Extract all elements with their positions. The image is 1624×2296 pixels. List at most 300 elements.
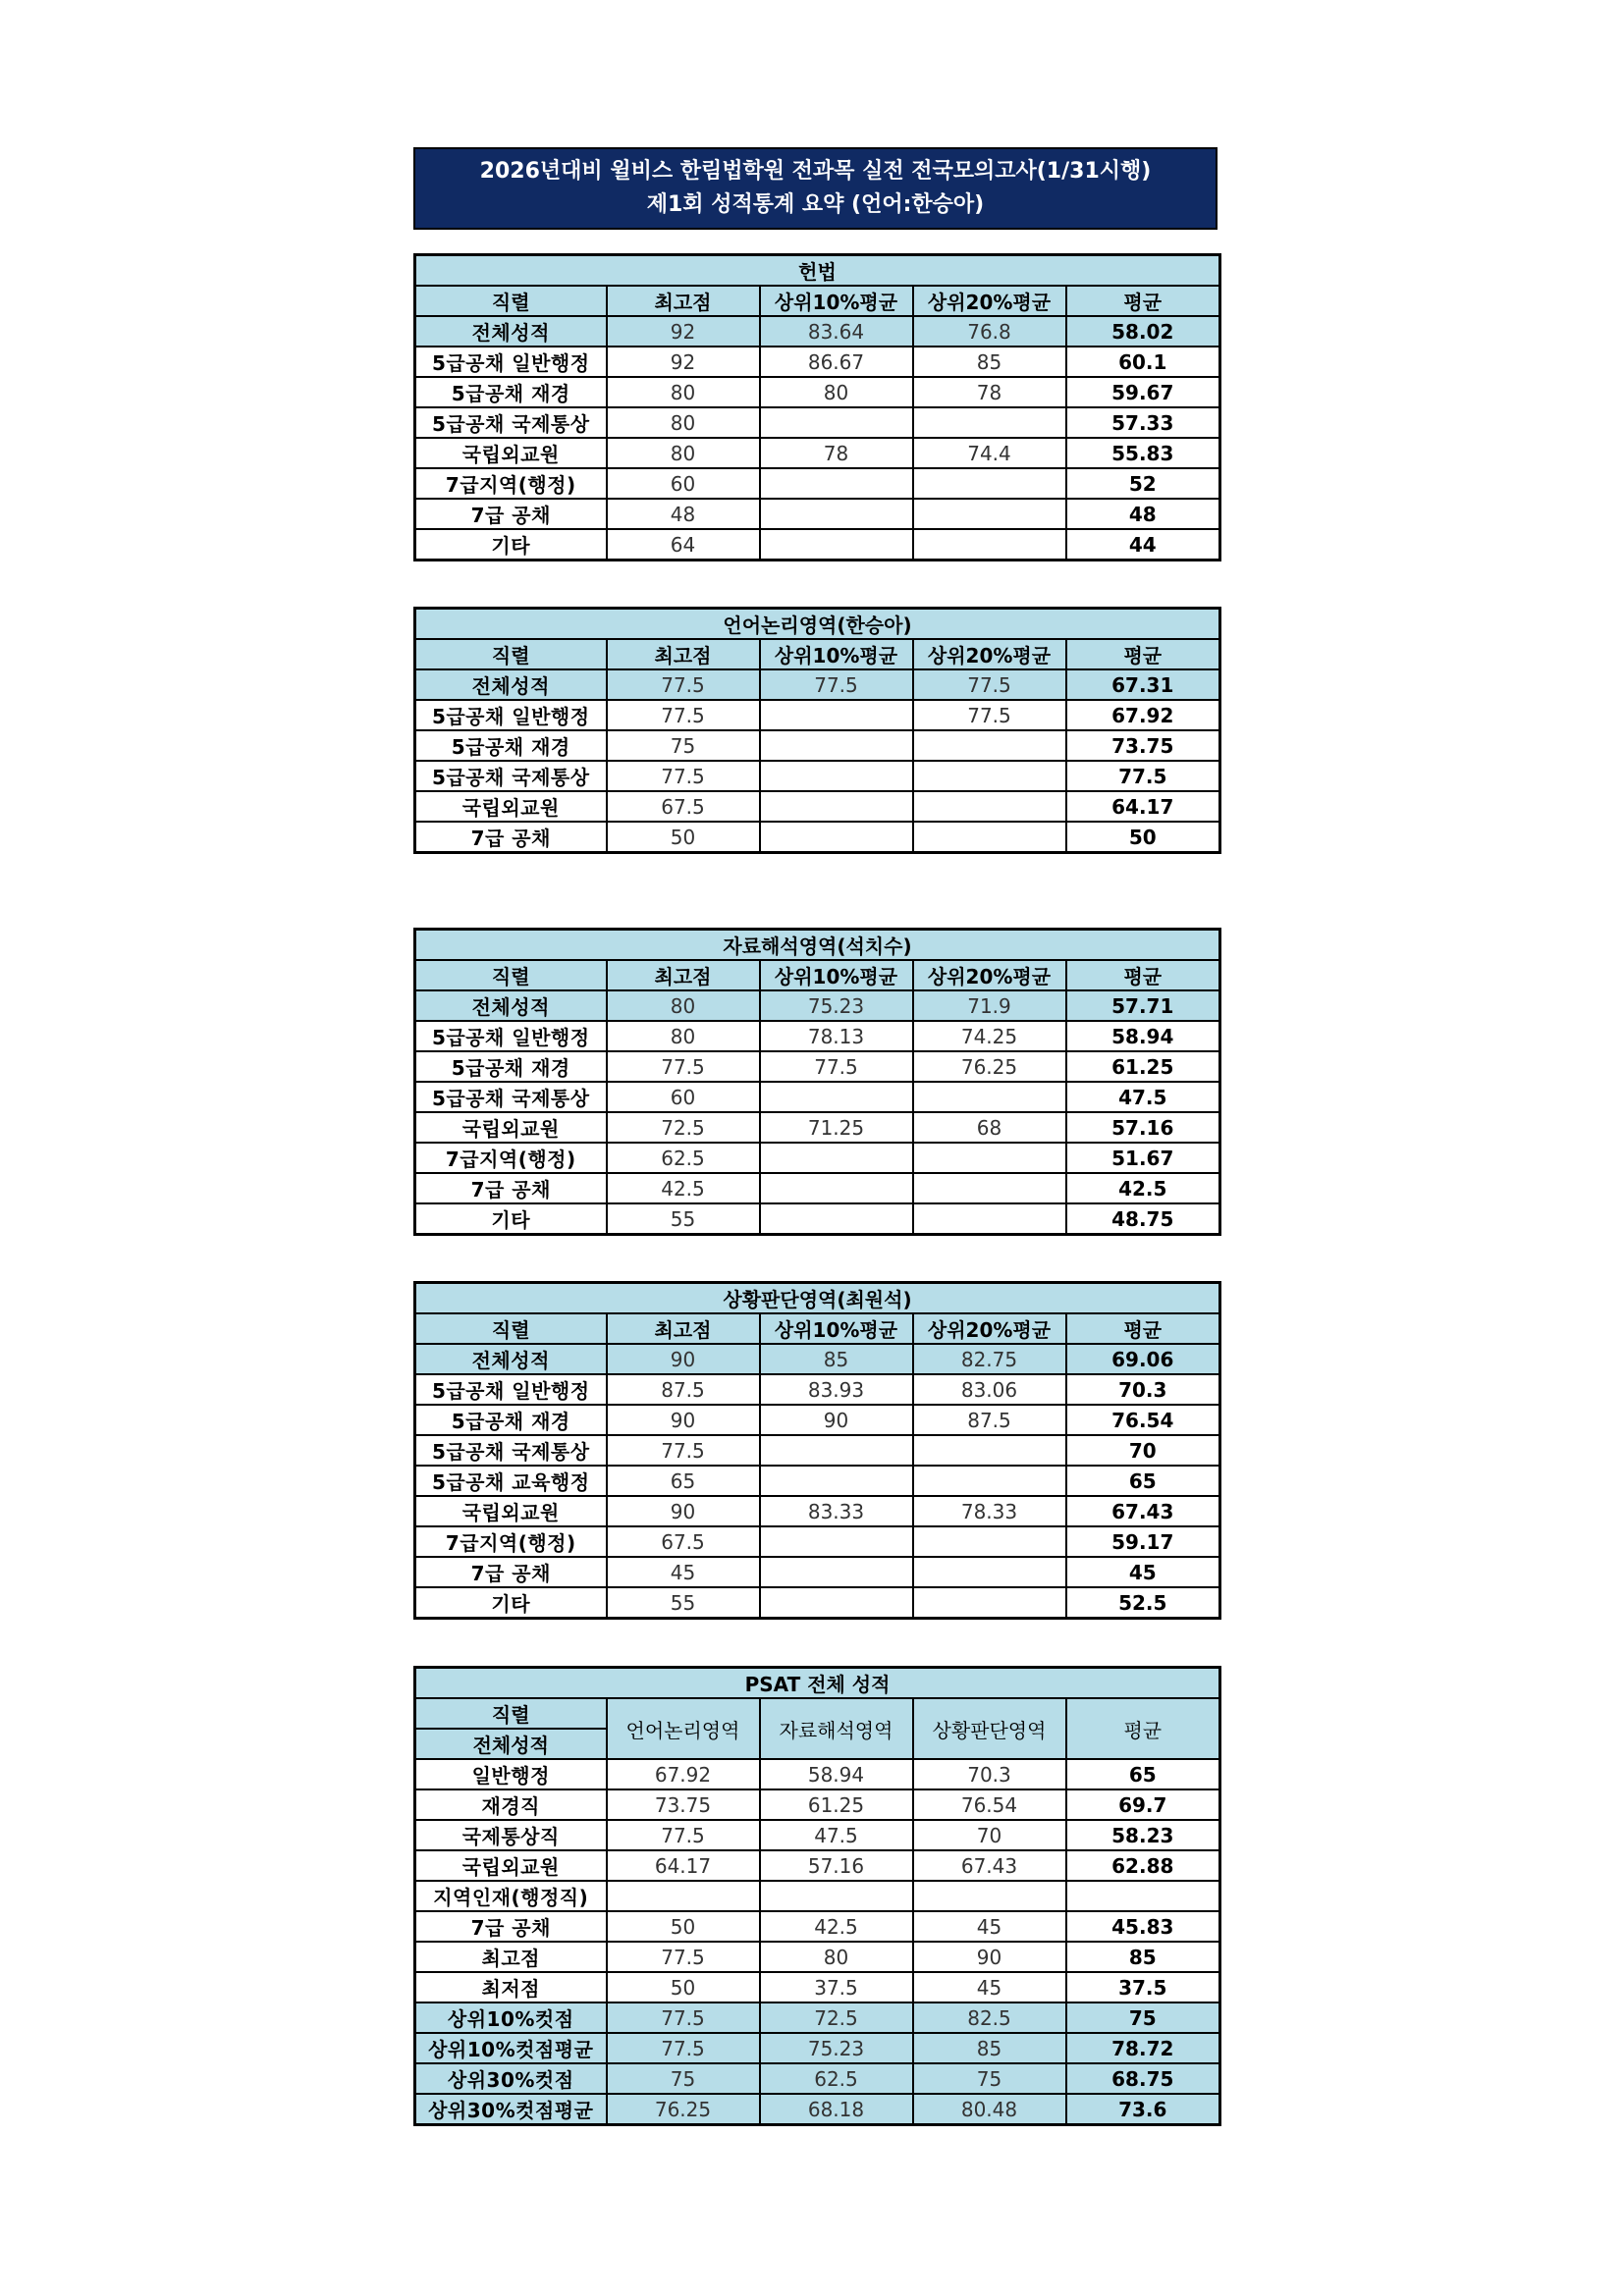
score-cell bbox=[760, 761, 913, 791]
score-cell bbox=[760, 1435, 913, 1466]
row-label: 상위10%컷점 bbox=[415, 2002, 607, 2033]
column-header: 상위20%평균 bbox=[913, 1313, 1066, 1344]
column-header: 상위10%평균 bbox=[760, 1313, 913, 1344]
table-row bbox=[415, 1344, 1220, 1374]
score-cell: 76.8 bbox=[913, 316, 1066, 347]
score-cell: 77.5 bbox=[607, 2033, 760, 2063]
row-label: 상위30%컷점 bbox=[415, 2063, 607, 2094]
average-cell: 45 bbox=[1066, 1557, 1220, 1587]
average-cell: 68.75 bbox=[1066, 2063, 1220, 2094]
score-cell: 90 bbox=[760, 1405, 913, 1435]
row-label: 5급공채 일반행정 bbox=[415, 1374, 607, 1405]
average-cell: 59.67 bbox=[1066, 377, 1220, 407]
row-label: 상위30%컷점평균 bbox=[415, 2094, 607, 2125]
average-cell: 50 bbox=[1066, 822, 1220, 853]
average-cell: 37.5 bbox=[1066, 1972, 1220, 2002]
row-label: 5급공채 일반행정 bbox=[415, 700, 607, 730]
table-row bbox=[415, 2002, 1220, 2033]
score-cell bbox=[760, 1466, 913, 1496]
row-label: 국립외교원 bbox=[415, 1112, 607, 1143]
score-cell: 60 bbox=[607, 468, 760, 499]
score-cell bbox=[913, 499, 1066, 529]
row-label: 일반행정 bbox=[415, 1759, 607, 1789]
row-label: 국립외교원 bbox=[415, 1850, 607, 1881]
row-label: 5급공채 국제통상 bbox=[415, 1082, 607, 1112]
column-header: 직렬 bbox=[415, 639, 607, 669]
section-title-row bbox=[415, 1283, 1220, 1314]
table-row bbox=[415, 1051, 1220, 1082]
table-row bbox=[415, 1112, 1220, 1143]
score-cell: 77.5 bbox=[607, 1942, 760, 1972]
score-cell bbox=[760, 1557, 913, 1587]
average-cell: 42.5 bbox=[1066, 1173, 1220, 1203]
score-cell: 50 bbox=[607, 1911, 760, 1942]
average-cell bbox=[1066, 1881, 1220, 1911]
row-label: 상위10%컷점평균 bbox=[415, 2033, 607, 2063]
row-label: 5급공채 재경 bbox=[415, 377, 607, 407]
score-cell: 42.5 bbox=[607, 1173, 760, 1203]
average-cell: 48 bbox=[1066, 499, 1220, 529]
table-row bbox=[415, 822, 1220, 853]
table-row bbox=[415, 1911, 1220, 1942]
row-label: 5급공채 재경 bbox=[415, 1051, 607, 1082]
score-cell: 85 bbox=[913, 2033, 1066, 2063]
row-label: 기타 bbox=[415, 529, 607, 561]
score-cell: 82.75 bbox=[913, 1344, 1066, 1374]
score-cell: 77.5 bbox=[607, 1820, 760, 1850]
average-cell: 65 bbox=[1066, 1759, 1220, 1789]
average-cell: 67.43 bbox=[1066, 1496, 1220, 1526]
average-cell: 60.1 bbox=[1066, 347, 1220, 377]
table-row bbox=[415, 791, 1220, 822]
average-cell: 58.02 bbox=[1066, 316, 1220, 347]
score-cell: 77.5 bbox=[607, 1051, 760, 1082]
score-cell: 74.4 bbox=[913, 438, 1066, 468]
score-cell: 92 bbox=[607, 316, 760, 347]
score-cell: 45 bbox=[913, 1911, 1066, 1942]
table-row bbox=[415, 377, 1220, 407]
row-label: 7급지역(행정) bbox=[415, 1143, 607, 1173]
score-cell bbox=[760, 1082, 913, 1112]
score-cell bbox=[760, 468, 913, 499]
table-row bbox=[415, 1496, 1220, 1526]
score-cell bbox=[913, 1526, 1066, 1557]
score-cell bbox=[760, 791, 913, 822]
score-cell: 83.64 bbox=[760, 316, 913, 347]
table-constitution bbox=[413, 253, 1221, 561]
column-header: 직렬 bbox=[415, 286, 607, 316]
score-cell: 78 bbox=[913, 377, 1066, 407]
score-cell: 71.9 bbox=[913, 990, 1066, 1021]
average-cell: 78.72 bbox=[1066, 2033, 1220, 2063]
table-row bbox=[415, 347, 1220, 377]
score-cell: 55 bbox=[607, 1587, 760, 1619]
score-cell: 90 bbox=[607, 1344, 760, 1374]
row-label: 전체성적 bbox=[415, 316, 607, 347]
row-label: 7급 공채 bbox=[415, 499, 607, 529]
score-cell bbox=[760, 499, 913, 529]
score-cell bbox=[760, 700, 913, 730]
score-cell: 85 bbox=[913, 347, 1066, 377]
score-cell bbox=[913, 407, 1066, 438]
row-label: 5급공채 일반행정 bbox=[415, 347, 607, 377]
score-cell bbox=[913, 761, 1066, 791]
score-cell: 70.3 bbox=[913, 1759, 1066, 1789]
table-row bbox=[415, 1850, 1220, 1881]
average-cell: 52 bbox=[1066, 468, 1220, 499]
score-cell: 75 bbox=[913, 2063, 1066, 2094]
row-label: 5급공채 일반행정 bbox=[415, 1021, 607, 1051]
average-cell: 58.23 bbox=[1066, 1820, 1220, 1850]
score-cell: 64.17 bbox=[607, 1850, 760, 1881]
score-cell: 71.25 bbox=[760, 1112, 913, 1143]
score-cell bbox=[913, 1587, 1066, 1619]
score-cell: 37.5 bbox=[760, 1972, 913, 2002]
average-cell: 75 bbox=[1066, 2002, 1220, 2033]
score-cell: 67.5 bbox=[607, 791, 760, 822]
score-cell: 45 bbox=[607, 1557, 760, 1587]
row-label: 최저점 bbox=[415, 1972, 607, 2002]
table-row bbox=[415, 1759, 1220, 1789]
score-cell: 67.43 bbox=[913, 1850, 1066, 1881]
score-cell: 72.5 bbox=[607, 1112, 760, 1143]
section-title-row bbox=[415, 255, 1220, 287]
average-cell: 45.83 bbox=[1066, 1911, 1220, 1942]
table-row bbox=[415, 730, 1220, 761]
column-header: 자료해석영역 bbox=[760, 1698, 913, 1759]
score-cell: 80 bbox=[607, 1021, 760, 1051]
column-header: 최고점 bbox=[607, 639, 760, 669]
score-cell: 83.33 bbox=[760, 1496, 913, 1526]
column-header: 직렬 bbox=[415, 1313, 607, 1344]
table-row bbox=[415, 669, 1220, 700]
table-row bbox=[415, 1820, 1220, 1850]
column-header: 직렬 bbox=[415, 1698, 607, 1729]
score-cell bbox=[760, 822, 913, 853]
row-label: 5급공채 국제통상 bbox=[415, 761, 607, 791]
row-label: 7급 공채 bbox=[415, 1911, 607, 1942]
score-cell: 80 bbox=[607, 407, 760, 438]
table-row bbox=[415, 1466, 1220, 1496]
row-label: 최고점 bbox=[415, 1942, 607, 1972]
score-cell bbox=[913, 730, 1066, 761]
score-cell bbox=[760, 529, 913, 561]
average-cell: 70.3 bbox=[1066, 1374, 1220, 1405]
table-row bbox=[415, 990, 1220, 1021]
score-cell: 75.23 bbox=[760, 2033, 913, 2063]
score-cell: 77.5 bbox=[607, 669, 760, 700]
score-cell: 55 bbox=[607, 1203, 760, 1235]
row-label: 전체성적 bbox=[415, 990, 607, 1021]
score-cell: 70 bbox=[913, 1820, 1066, 1850]
score-cell: 83.93 bbox=[760, 1374, 913, 1405]
average-cell: 57.16 bbox=[1066, 1112, 1220, 1143]
table-psat-overall bbox=[413, 1666, 1221, 2126]
table-row bbox=[415, 761, 1220, 791]
average-cell: 47.5 bbox=[1066, 1082, 1220, 1112]
table-data-interpretation bbox=[413, 928, 1221, 1236]
section-title-row bbox=[415, 930, 1220, 961]
row-label: 국립외교원 bbox=[415, 791, 607, 822]
table-row bbox=[415, 1789, 1220, 1820]
table-row bbox=[415, 2094, 1220, 2125]
score-cell bbox=[760, 1881, 913, 1911]
average-cell: 44 bbox=[1066, 529, 1220, 561]
average-cell: 61.25 bbox=[1066, 1051, 1220, 1082]
score-cell bbox=[760, 730, 913, 761]
average-cell: 69.06 bbox=[1066, 1344, 1220, 1374]
score-cell: 82.5 bbox=[913, 2002, 1066, 2033]
column-header: 평균 bbox=[1066, 1313, 1220, 1344]
score-cell: 62.5 bbox=[607, 1143, 760, 1173]
score-cell: 75.23 bbox=[760, 990, 913, 1021]
table-row bbox=[415, 1881, 1220, 1911]
score-cell: 77.5 bbox=[913, 700, 1066, 730]
column-header: 상위20%평균 bbox=[913, 639, 1066, 669]
table-row bbox=[415, 700, 1220, 730]
section-title: 헌법 bbox=[415, 255, 1220, 287]
row-label: 5급공채 재경 bbox=[415, 1405, 607, 1435]
average-cell: 69.7 bbox=[1066, 1789, 1220, 1820]
score-cell: 90 bbox=[607, 1405, 760, 1435]
score-cell bbox=[760, 1587, 913, 1619]
score-cell: 80 bbox=[760, 1942, 913, 1972]
score-cell: 77.5 bbox=[760, 669, 913, 700]
score-cell: 77.5 bbox=[760, 1051, 913, 1082]
score-cell: 62.5 bbox=[760, 2063, 913, 2094]
row-label: 전체성적 bbox=[415, 669, 607, 700]
score-cell: 80 bbox=[607, 377, 760, 407]
score-cell: 80.48 bbox=[913, 2094, 1066, 2125]
average-cell: 73.6 bbox=[1066, 2094, 1220, 2125]
column-header: 상황판단영역 bbox=[913, 1698, 1066, 1759]
table-row bbox=[415, 1435, 1220, 1466]
score-cell: 77.5 bbox=[607, 1435, 760, 1466]
table-row bbox=[415, 438, 1220, 468]
table-row bbox=[415, 499, 1220, 529]
score-cell: 68.18 bbox=[760, 2094, 913, 2125]
row-label: 7급 공채 bbox=[415, 1173, 607, 1203]
score-cell: 68 bbox=[913, 1112, 1066, 1143]
score-cell bbox=[913, 1082, 1066, 1112]
column-header: 최고점 bbox=[607, 1313, 760, 1344]
column-header: 직렬 bbox=[415, 960, 607, 990]
score-cell bbox=[913, 1143, 1066, 1173]
score-cell: 90 bbox=[607, 1496, 760, 1526]
average-cell: 65 bbox=[1066, 1466, 1220, 1496]
report-title-line2: 제1회 성적통계 요약 (언어:한승아) bbox=[646, 192, 985, 217]
average-cell: 76.54 bbox=[1066, 1405, 1220, 1435]
score-cell: 78 bbox=[760, 438, 913, 468]
score-cell: 75 bbox=[607, 2063, 760, 2094]
column-header: 상위20%평균 bbox=[913, 286, 1066, 316]
row-label: 기타 bbox=[415, 1203, 607, 1235]
score-cell bbox=[760, 1173, 913, 1203]
score-cell: 47.5 bbox=[760, 1820, 913, 1850]
column-header: 언어논리영역 bbox=[607, 1698, 760, 1759]
table-row bbox=[415, 1374, 1220, 1405]
row-label: 7급 공채 bbox=[415, 822, 607, 853]
score-cell: 78.13 bbox=[760, 1021, 913, 1051]
average-cell: 57.33 bbox=[1066, 407, 1220, 438]
score-cell: 67.92 bbox=[607, 1759, 760, 1789]
average-cell: 48.75 bbox=[1066, 1203, 1220, 1235]
column-header: 상위20%평균 bbox=[913, 960, 1066, 990]
table-row bbox=[415, 407, 1220, 438]
score-cell: 73.75 bbox=[607, 1789, 760, 1820]
score-cell bbox=[913, 1557, 1066, 1587]
score-cell: 87.5 bbox=[607, 1374, 760, 1405]
row-label: 지역인재(행정직) bbox=[415, 1881, 607, 1911]
score-cell: 87.5 bbox=[913, 1405, 1066, 1435]
score-cell: 64 bbox=[607, 529, 760, 561]
section-title: 언어논리영역(한승아) bbox=[415, 609, 1220, 640]
score-cell: 83.06 bbox=[913, 1374, 1066, 1405]
score-cell bbox=[913, 791, 1066, 822]
row-label: 5급공채 재경 bbox=[415, 730, 607, 761]
table-row bbox=[415, 468, 1220, 499]
average-cell: 57.71 bbox=[1066, 990, 1220, 1021]
average-cell: 51.67 bbox=[1066, 1143, 1220, 1173]
table-row bbox=[415, 1173, 1220, 1203]
row-label: 전체성적 bbox=[415, 1344, 607, 1374]
score-cell: 60 bbox=[607, 1082, 760, 1112]
average-cell: 59.17 bbox=[1066, 1526, 1220, 1557]
column-header: 상위10%평균 bbox=[760, 960, 913, 990]
section-title: 상황판단영역(최원석) bbox=[415, 1283, 1220, 1314]
table-row bbox=[415, 1203, 1220, 1235]
table-row bbox=[415, 2033, 1220, 2063]
section-title: 자료해석영역(석치수) bbox=[415, 930, 1220, 961]
column-header: 상위10%평균 bbox=[760, 286, 913, 316]
score-cell: 65 bbox=[607, 1466, 760, 1496]
column-header: 평균 bbox=[1066, 286, 1220, 316]
score-cell: 90 bbox=[913, 1942, 1066, 1972]
score-cell bbox=[760, 1203, 913, 1235]
table-language-logic bbox=[413, 607, 1221, 854]
table-row bbox=[415, 1557, 1220, 1587]
score-cell: 50 bbox=[607, 822, 760, 853]
report-title-banner bbox=[413, 147, 1218, 230]
average-cell: 58.94 bbox=[1066, 1021, 1220, 1051]
score-cell: 77.5 bbox=[913, 669, 1066, 700]
score-cell: 45 bbox=[913, 1972, 1066, 2002]
score-cell: 76.25 bbox=[607, 2094, 760, 2125]
header-row bbox=[415, 960, 1220, 990]
column-header: 상위10%평균 bbox=[760, 639, 913, 669]
row-label: 5급공채 교육행정 bbox=[415, 1466, 607, 1496]
average-cell: 70 bbox=[1066, 1435, 1220, 1466]
table-row bbox=[415, 1587, 1220, 1619]
section-title-row bbox=[415, 1668, 1220, 1699]
table-row bbox=[415, 1972, 1220, 2002]
column-header: 평균 bbox=[1066, 639, 1220, 669]
row-label: 5급공채 국제통상 bbox=[415, 407, 607, 438]
header-row bbox=[415, 1698, 1220, 1729]
score-cell: 50 bbox=[607, 1972, 760, 2002]
row-label: 국립외교원 bbox=[415, 1496, 607, 1526]
score-cell: 86.67 bbox=[760, 347, 913, 377]
average-cell: 52.5 bbox=[1066, 1587, 1220, 1619]
header-row bbox=[415, 639, 1220, 669]
row-label: 5급공채 국제통상 bbox=[415, 1435, 607, 1466]
score-cell: 80 bbox=[760, 377, 913, 407]
table-row bbox=[415, 316, 1220, 347]
score-cell bbox=[913, 1466, 1066, 1496]
score-cell bbox=[913, 529, 1066, 561]
table-row bbox=[415, 529, 1220, 561]
table-situational-judgment bbox=[413, 1281, 1221, 1620]
section-title: PSAT 전체 성적 bbox=[415, 1668, 1220, 1699]
row-label: 7급지역(행정) bbox=[415, 468, 607, 499]
average-cell: 62.88 bbox=[1066, 1850, 1220, 1881]
score-cell: 92 bbox=[607, 347, 760, 377]
score-cell: 61.25 bbox=[760, 1789, 913, 1820]
row-label: 국립외교원 bbox=[415, 438, 607, 468]
score-cell: 76.54 bbox=[913, 1789, 1066, 1820]
score-cell: 77.5 bbox=[607, 761, 760, 791]
score-cell: 58.94 bbox=[760, 1759, 913, 1789]
score-cell bbox=[760, 407, 913, 438]
header-row bbox=[415, 286, 1220, 316]
score-cell: 72.5 bbox=[760, 2002, 913, 2033]
average-cell: 55.83 bbox=[1066, 438, 1220, 468]
column-header: 최고점 bbox=[607, 286, 760, 316]
column-header: 전체성적 bbox=[415, 1729, 607, 1759]
score-cell bbox=[913, 468, 1066, 499]
table-row bbox=[415, 1082, 1220, 1112]
score-cell: 74.25 bbox=[913, 1021, 1066, 1051]
table-row bbox=[415, 1021, 1220, 1051]
average-cell: 67.31 bbox=[1066, 669, 1220, 700]
row-label: 재경직 bbox=[415, 1789, 607, 1820]
score-cell: 57.16 bbox=[760, 1850, 913, 1881]
score-cell: 76.25 bbox=[913, 1051, 1066, 1082]
score-cell: 67.5 bbox=[607, 1526, 760, 1557]
score-cell: 80 bbox=[607, 990, 760, 1021]
column-header: 최고점 bbox=[607, 960, 760, 990]
average-cell: 67.92 bbox=[1066, 700, 1220, 730]
row-label: 기타 bbox=[415, 1587, 607, 1619]
header-row bbox=[415, 1313, 1220, 1344]
table-row bbox=[415, 1405, 1220, 1435]
score-cell: 75 bbox=[607, 730, 760, 761]
column-header: 평균 bbox=[1066, 1698, 1220, 1759]
score-cell bbox=[913, 1203, 1066, 1235]
average-cell: 73.75 bbox=[1066, 730, 1220, 761]
average-cell: 77.5 bbox=[1066, 761, 1220, 791]
score-cell bbox=[760, 1526, 913, 1557]
column-header: 평균 bbox=[1066, 960, 1220, 990]
score-cell: 77.5 bbox=[607, 2002, 760, 2033]
score-cell bbox=[913, 1881, 1066, 1911]
report-title-line1: 2026년대비 윌비스 한림법학원 전과목 실전 전국모의고사(1/31시행) bbox=[479, 159, 1152, 184]
row-label: 국제통상직 bbox=[415, 1820, 607, 1850]
score-cell: 48 bbox=[607, 499, 760, 529]
score-cell: 78.33 bbox=[913, 1496, 1066, 1526]
score-cell bbox=[760, 1143, 913, 1173]
average-cell: 64.17 bbox=[1066, 791, 1220, 822]
row-label: 7급 공채 bbox=[415, 1557, 607, 1587]
score-cell: 80 bbox=[607, 438, 760, 468]
section-title-row bbox=[415, 609, 1220, 640]
score-cell: 85 bbox=[760, 1344, 913, 1374]
score-cell bbox=[607, 1881, 760, 1911]
row-label: 7급지역(행정) bbox=[415, 1526, 607, 1557]
score-cell: 77.5 bbox=[607, 700, 760, 730]
score-cell bbox=[913, 822, 1066, 853]
average-cell: 85 bbox=[1066, 1942, 1220, 1972]
